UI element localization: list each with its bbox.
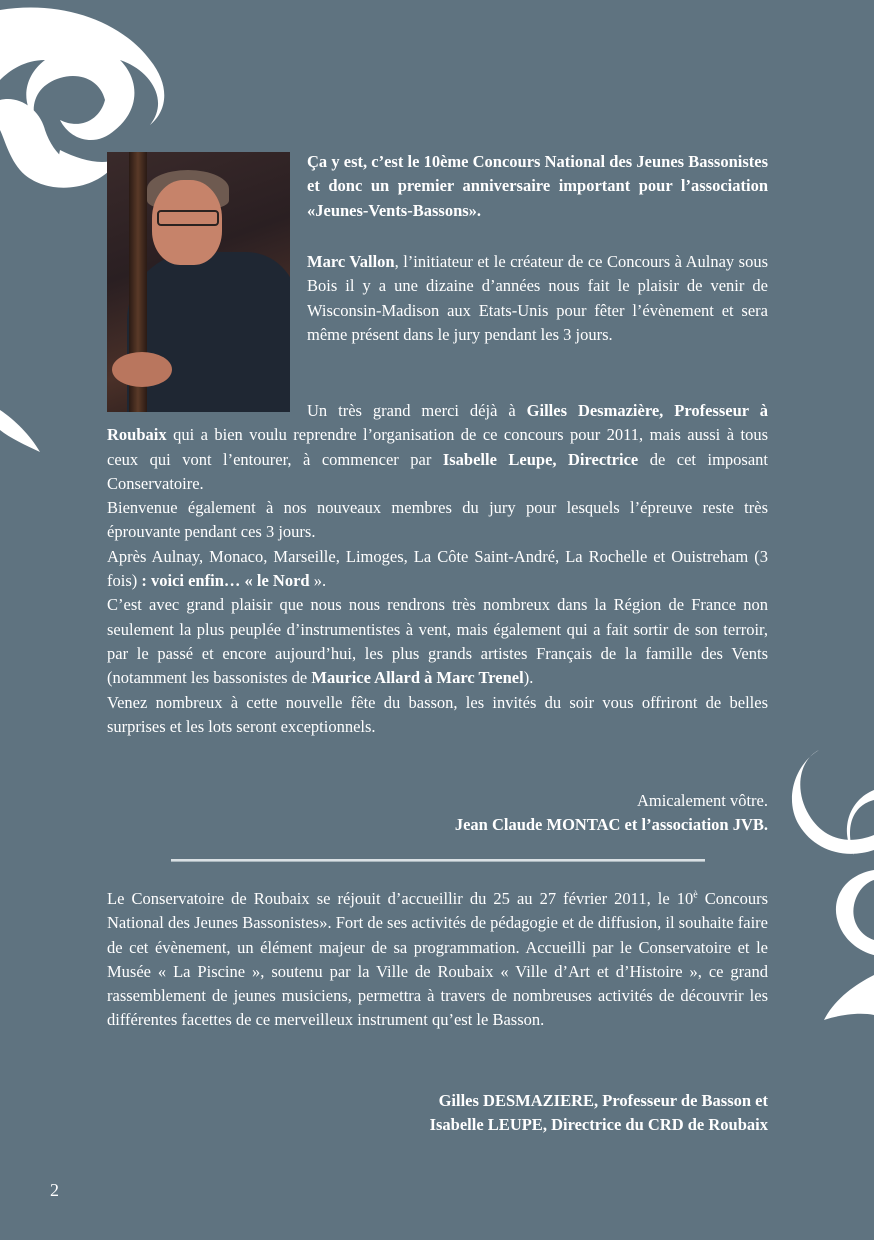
signature-text: Jean Claude MONTAC et l’association JVB. [454,815,768,835]
conservatoire-paragraph: Le Conservatoire de Roubaix se réjouit d’accueillir du 25 au 27 février 2011, le $10^è$ Concours National des Jeunes Bassonistes». Fort de ses activités de pédagogie et de diffusion, il souhaite faire de cet évènement, un élément majeur de sa programmation. Accueilli par le Conservatoire et le Musée « La Piscine », soutenu par la Ville de Roubaix « Ville d’Art et d’Histoire », ce grand rassemblement de jeunes musiciens, permettra à travers de nombreuses activités de découvrir les différentes facettes de ce merveilleux instrument qu’est le Basson. [107,889,768,1030]
closing-text: Amicalement vôtre. [636,791,768,810]
region-paragraph: C’est avec grand plaisir que nous nous rendrons très nombreux dans la Région de France non seulement la plus peuplée d’instrumentistes à vent, mais également qui a fait sortir de son terroir, par le passé et encore aujourd’hui, les plus grands artistes Français de la famille des Vents (notamment les bassonistes de Maurice Allard à Marc Trenel). [107,595,768,688]
conservatoire-signature: Gilles DESMAZIERE, Professeur de Basson et Isabelle LEUPE, Directrice du CRD de Roubaix [429,1091,768,1135]
leaf-ornament-icon [0,400,45,460]
cities-paragraph: Après Aulnay, Monaco, Marseille, Limoges, La Côte Saint-André, La Rochelle et Ouistreham (3 fois) : voici enfin… « le Nord ». [107,546,768,591]
section-divider [171,859,705,862]
welcome-paragraph: Bienvenue également à nos nouveaux membres du jury pour lesquels l’épreuve reste très éprouvante pendant ces 3 jours. [107,498,768,542]
scroll-ornament-icon [789,750,874,1040]
intro-paragraph: Ça y est, c’est le 10ème Concours National des Jeunes Bassonistes et donc un premier anniversaire important pour l’association «Jeunes-Vents-Bassons». [307,152,768,220]
thanks-paragraph: Un très grand merci déjà à Gilles Desmazière, Professeur à Roubaix qui a bien voulu reprendre l’organisation de ce concours pour 2011, mais aussi à tous ceux qui vont l’entourer, à commencer par Isabelle Leupe, Directrice de cet imposant Conservatoire. Bienvenue également à nos nouveaux membres du jury pour lesquels l’épreuve reste très éprouvante pendant ces 3 jours. Après Aulnay, Monaco, Marseille, Limoges, La Côte Saint-André, La Rochelle et Ouistreham (3 fois) : voici enfin… « le Nord ». C’est avec grand plaisir que nous nous rendrons très nombreux dans la Région de France non seulement la plus peuplée d’instrumentistes à vent, mais également qui a fait sortir de son terroir, par le passé et encore aujourd’hui, les plus grands artistes Français de la famille des Vents (notamment les bassonistes de Maurice Allard à Marc Trenel). Venez nombreux à cette nouvelle fête du basson, les invités du soir vous offriront de belles surprises et les lots seront exceptionnels. [107,399,768,739]
page-number: 2 [50,1180,59,1200]
bassoonist-photo [107,152,290,412]
letter-signoff [307,789,768,838]
marc-vallon-paragraph: Marc Vallon, l’initiateur et le créateur de ce Concours à Aulnay sous Bois il y a une dizaine d’années nous fait le plaisir de venir de Wisconsin-Madison aux Etats-Unis pour fêter l’évènement et sera même présent dans le jury pendant les 3 jours. [307,252,768,344]
invitation-paragraph: Venez nombreux à cette nouvelle fête du basson, les invités du soir vous offriront de belles surprises et les lots seront exceptionnels. [107,692,768,736]
